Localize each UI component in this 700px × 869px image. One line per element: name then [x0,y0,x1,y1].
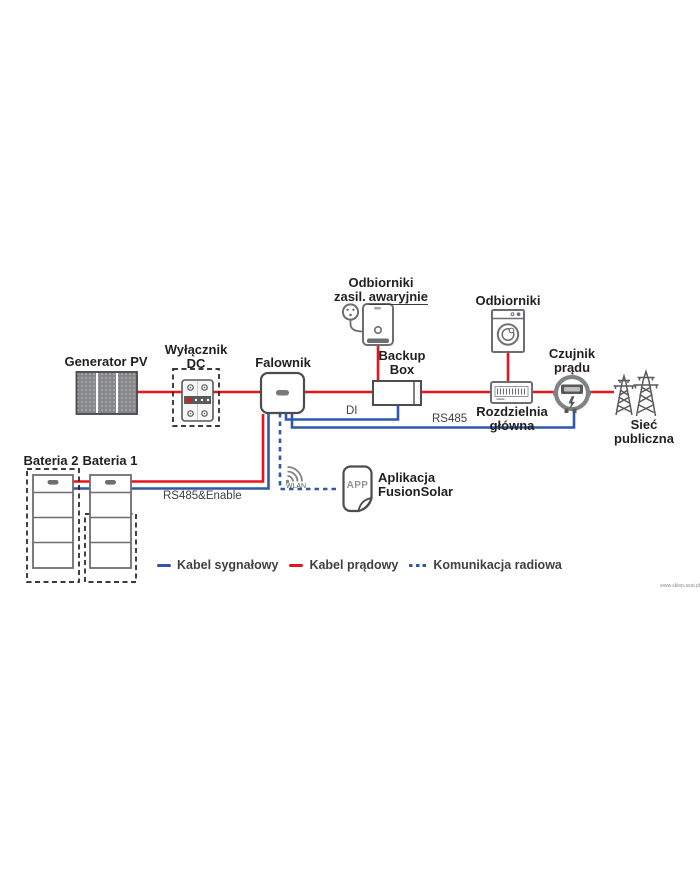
dc-switch-label [146,343,246,370]
rs485-label: RS485 [432,413,468,425]
backup-box-label [352,349,452,376]
di-label: DI [346,405,358,417]
legend-item-power [289,558,398,572]
battery2-label: Bateria 2 [23,453,79,468]
legend-radio-label: Komunikacja radiowa [433,558,562,572]
inverter-icon [261,373,304,413]
emergency-loads-label [311,276,451,303]
emergency-loads-zasil: zasil. [333,288,366,304]
radio-link [280,413,340,489]
app-icon-text: APP [346,480,369,491]
app-label [378,471,508,498]
inverter-label: Falownik [255,355,311,370]
wlan-label: WLAN [285,482,307,490]
signal-cable-swatch [157,564,171,567]
power-cable-swatch [289,564,303,567]
legend-power-label: Kabel prądowy [309,558,399,572]
backup-box-icon [373,381,421,405]
app-label-line2: FusionSolar [378,483,454,499]
pv-panel-icon [77,372,138,414]
backup-box-label-line2: Box [389,361,415,377]
wlan-icon [286,467,302,483]
switchboard-label-line1: Rozdzielnia [476,404,548,419]
dc-switch-label-line1: Wyłącznik [164,342,228,357]
app-label-line1: Aplikacja [378,470,436,485]
washing-machine-icon [492,310,524,352]
legend-item-signal [157,558,278,572]
dc-switch-label-line2: DC [186,355,206,371]
current-sensor-label-line2: prądu [553,359,591,375]
public-grid-label [594,418,694,445]
loads-label: Odbiorniki [475,293,541,308]
pv-generator-label: Generator PV [64,354,148,369]
rs485-enable-label: RS485&Enable [163,490,242,502]
radio-link-swatch [409,564,427,567]
battery1-icon [90,475,131,568]
emergency-loads-awaryjnie: awaryjnie [368,288,429,304]
backup-box-label-line1: Backup [378,348,426,363]
grid-towers-icon [614,372,659,417]
current-sensor-label [522,347,622,374]
switchboard-label-line2: główna [489,417,535,433]
public-grid-label-line2: publiczna [614,430,674,446]
switchboard-icon [491,382,532,403]
legend [157,558,562,572]
emergency-loads-label-line2 [311,290,451,304]
legend-signal-label: Kabel sygnałowy [177,558,279,572]
dc-breaker-icon [182,380,213,421]
switchboard-label [452,405,572,432]
battery1-label: Bateria 1 [82,453,138,468]
legend-item-radio [409,558,562,572]
battery2-icon [33,475,73,568]
current-sensor-label-line1: Czujnik [548,346,596,361]
emergency-load-icon [343,304,393,345]
public-grid-label-line1: Sieć [630,417,658,432]
emergency-loads-label-line1: Odbiorniki [348,275,414,290]
watermark: www.sklep.asat.pl [660,583,700,589]
